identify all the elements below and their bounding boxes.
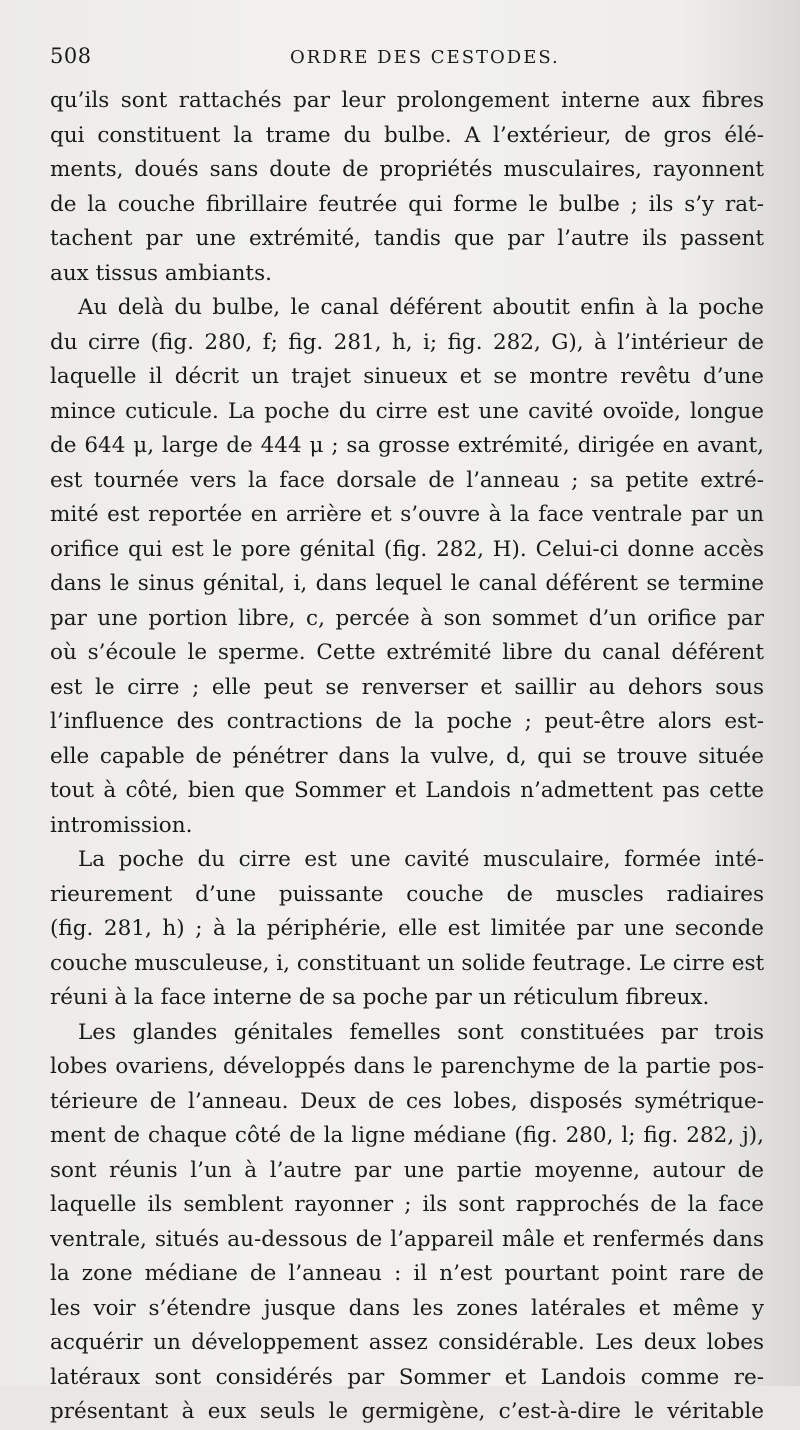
text-line: qu’ils sont rattachés par leur prolongement interne aux fibres bbox=[50, 88, 764, 113]
text-line: réuni à la face interne de sa poche par un réticulum fibreux. bbox=[50, 985, 710, 1010]
text-line: tachent par une extrémité, tandis que par l’autre ils passent bbox=[50, 226, 764, 251]
text-line: de la couche fibrillaire feutrée qui forme le bulbe ; ils s’y rat- bbox=[50, 191, 764, 217]
body-text bbox=[50, 84, 764, 1430]
page-number: 508 bbox=[50, 44, 92, 68]
text-line: ment de chaque côté de la ligne médiane (fig. 280, l; fig. 282, j), bbox=[50, 1123, 764, 1148]
text-line: où s’écoule le sperme. Cette extrémité libre du canal déférent bbox=[50, 640, 764, 665]
text-line: qui constituent la trame du bulbe. A l’extérieur, de gros élé- bbox=[50, 122, 764, 148]
text-line: acquérir un développement assez considérable. Les deux lobes bbox=[50, 1330, 764, 1355]
text-line: de 644 μ, large de 444 μ ; sa grosse extrémité, dirigée en avant, bbox=[50, 433, 764, 458]
text-line: elle capable de pénétrer dans la vulve, d, qui se trouve située bbox=[50, 743, 764, 769]
text-line: l’influence des contractions de la poche ; peut-être alors est- bbox=[50, 709, 764, 734]
text-line: ments, doués sans doute de propriétés musculaires, rayonnent bbox=[50, 157, 764, 182]
text-line: la zone médiane de l’anneau : il n’est pourtant point rare de bbox=[50, 1261, 764, 1286]
text-line: présentant à eux seuls le germigène, c’est-à-dire le véritable bbox=[50, 1399, 764, 1424]
text-line: rieurement d’une puissante couche de muscles radiaires bbox=[50, 881, 764, 907]
running-title: ORDRE DES CESTODES. bbox=[290, 47, 560, 68]
text-line: intromission. bbox=[50, 812, 193, 838]
text-line: (fig. 281, h) ; à la périphérie, elle est limitée par une seconde bbox=[50, 916, 764, 941]
text-line: mince cuticule. La poche du cirre est une cavité ovoïde, longue bbox=[50, 398, 764, 424]
text-line: térieure de l’anneau. Deux de ces lobes, disposés symétrique- bbox=[50, 1088, 764, 1114]
text-line: tout à côté, bien que Sommer et Landois n’admettent pas cette bbox=[50, 778, 764, 803]
text-line: sont réunis l’un à l’autre par une partie moyenne, autour de bbox=[50, 1157, 764, 1183]
text-line: aux tissus ambiants. bbox=[50, 260, 272, 286]
text-line: Les glandes génitales femelles sont constituées par trois bbox=[78, 1019, 764, 1045]
text-line: les voir s’étendre jusque dans les zones latérales et même y bbox=[50, 1295, 764, 1321]
text-line: mité est reportée en arrière et s’ouvre à la face ventrale par un bbox=[50, 502, 764, 527]
text-line: est tournée vers la face dorsale de l’anneau ; sa petite extré- bbox=[50, 467, 764, 493]
text-line: Au delà du bulbe, le canal déférent aboutit enfin à la poche bbox=[78, 295, 764, 320]
text-line: laquelle il décrit un trajet sinueux et se montre revêtu d’une bbox=[50, 364, 764, 389]
page-header bbox=[50, 42, 764, 76]
text-line: couche musculeuse, i, constituant un solide feutrage. Le cirre est bbox=[50, 950, 764, 976]
text-line: laquelle ils semblent rayonner ; ils sont rapprochés de la face bbox=[50, 1192, 764, 1217]
text-line: latéraux sont considérés par Sommer et Landois comme re- bbox=[50, 1364, 764, 1390]
text-line: orifice qui est le pore génital (fig. 282, H). Celui-ci donne accès bbox=[50, 536, 764, 562]
text-line: dans le sinus génital, i, dans lequel le canal déférent se termine bbox=[50, 571, 764, 596]
text-line: lobes ovariens, développés dans le parenchyme de la partie pos- bbox=[50, 1054, 764, 1079]
text-line: par une portion libre, c, percée à son sommet d’un orifice par bbox=[50, 605, 764, 631]
text-line: est le cirre ; elle peut se renverser et saillir au dehors sous bbox=[50, 674, 764, 700]
text-line: ventrale, situés au-dessous de l’appareil mâle et renfermés dans bbox=[50, 1226, 764, 1252]
text-line: La poche du cirre est une cavité musculaire, formée inté- bbox=[78, 847, 764, 872]
text-line: du cirre (fig. 280, f; fig. 281, h, i; fig. 282, G), à l’intérieur de bbox=[50, 329, 764, 355]
